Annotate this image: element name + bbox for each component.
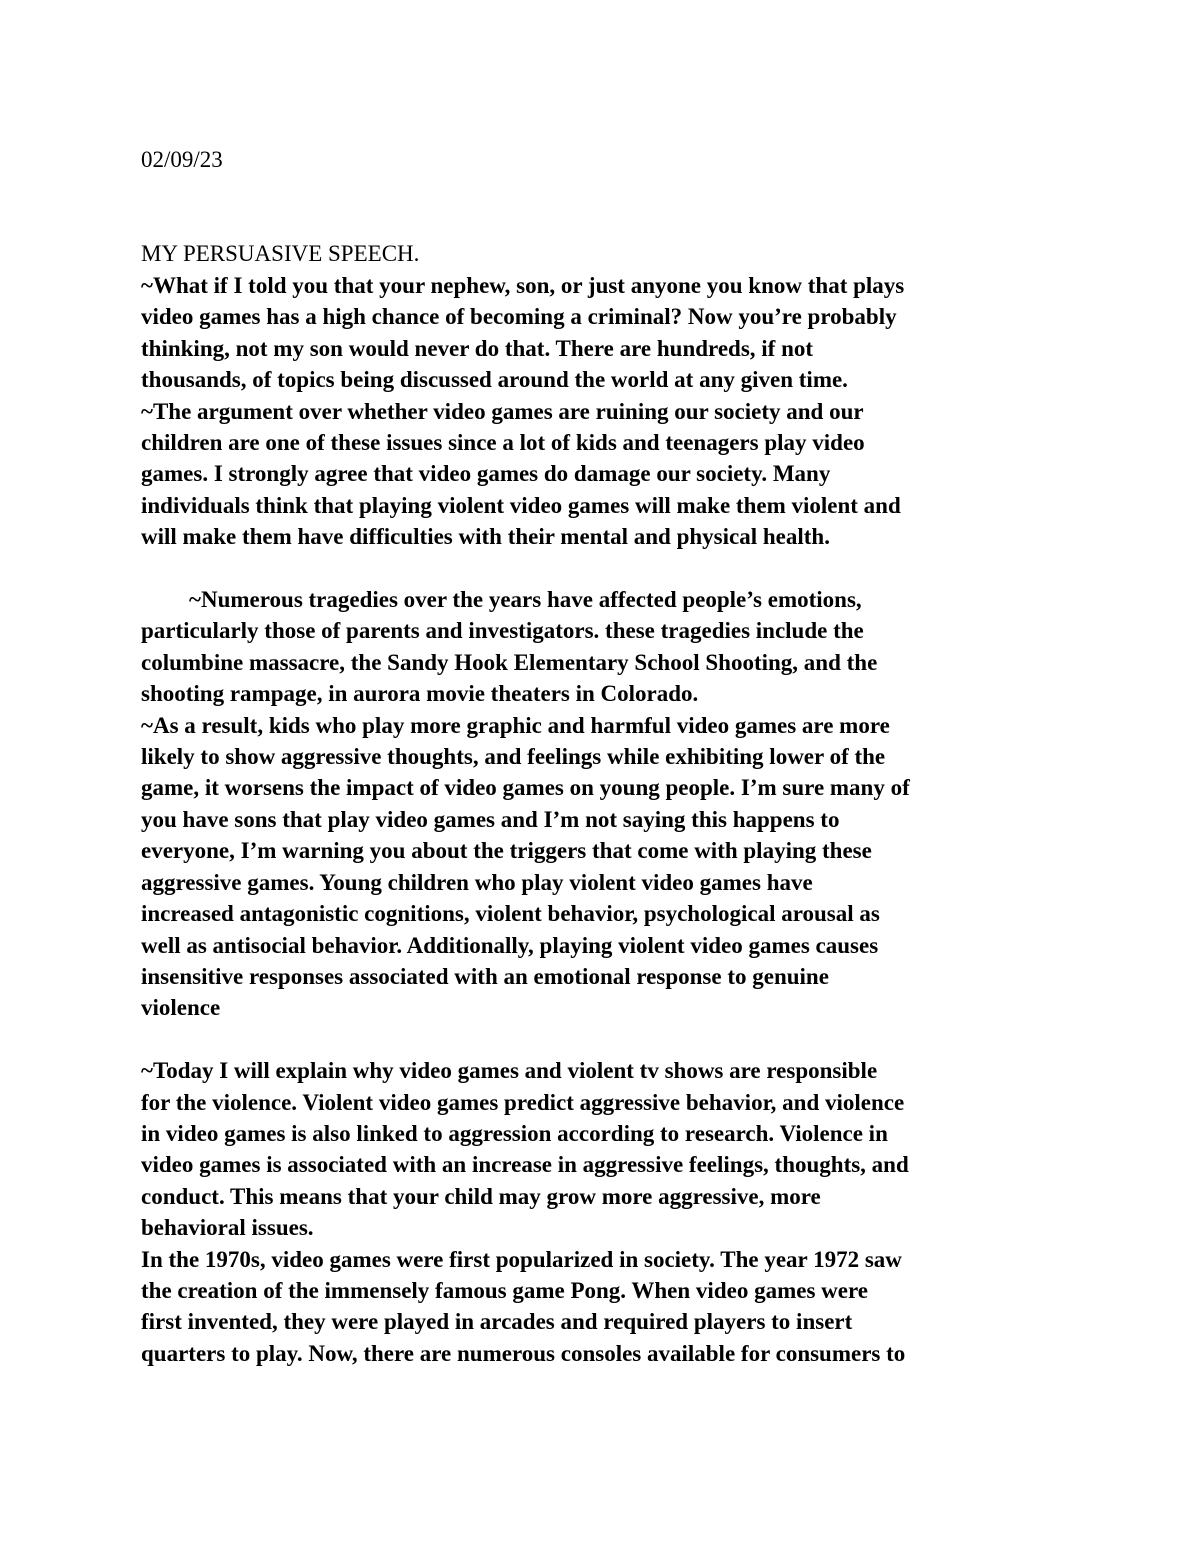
body-line: for the violence. Violent video games predict aggressive behavior, and violence [141,1089,905,1115]
document-body [141,270,1081,1369]
body-line: the creation of the immensely famous game Pong. When video games were [141,1277,868,1303]
body-line: video games is associated with an increase in aggressive feelings, thoughts, and [141,1152,909,1178]
body-line: you have sons that play video games and I’m not saying this happens to [141,806,840,832]
body-line: will make them have difficulties with their mental and physical health. [141,524,830,550]
body-line: thinking, not my son would never do that. There are hundreds, if not [141,335,814,361]
body-line: aggressive games. Young children who play violent video games have [141,869,813,895]
body-line: ~What if I told you that your nephew, son, or just anyone you know that plays [141,273,905,298]
document-date: 02/09/23 [141,147,223,172]
body-line: violence [141,995,221,1021]
body-line: behavioral issues. [141,1215,314,1241]
body-line: In the 1970s, video games were first popularized in society. The year 1972 saw [141,1246,902,1272]
body-line: likely to show aggressive thoughts, and feelings while exhibiting lower of the [141,744,886,770]
body-line: individuals think that playing violent video games will make them violent and [141,492,901,518]
body-line: insensitive responses associated with an emotional response to genuine [141,963,829,989]
body-line: columbine massacre, the Sandy Hook Elementary School Shooting, and the [141,649,878,675]
body-line: well as antisocial behavior. Additionally, playing violent video games causes [141,932,879,958]
body-line: ~Numerous tragedies over the years have affected people’s emotions, [189,587,862,613]
body-line: ~As a result, kids who play more graphic and harmful video games are more [141,712,890,738]
body-line: shooting rampage, in aurora movie theaters in Colorado. [141,681,699,707]
paragraph-gap [141,1024,1081,1055]
body-line: increased antagonistic cognitions, violent behavior, psychological arousal as [141,901,880,927]
body-line: quarters to play. Now, there are numerous consoles available for consumers to [141,1340,906,1366]
body-line: ~Today I will explain why video games and violent tv shows are responsible [141,1058,878,1084]
body-line: in video games is also linked to aggression according to research. Violence in [141,1120,888,1146]
document-title: MY PERSUASIVE SPEECH. [141,241,420,266]
body-line: first invented, they were played in arcades and required players to insert [141,1309,853,1335]
body-line: particularly those of parents and investigators. these tragedies include the [141,618,864,644]
body-line: conduct. This means that your child may grow more aggressive, more [141,1183,821,1209]
body-line: game, it worsens the impact of video games on young people. I’m sure many of [141,775,910,801]
body-line: games. I strongly agree that video games do damage our society. Many [141,461,831,487]
body-line: children are one of these issues since a lot of kids and teenagers play video [141,430,865,456]
paragraph-gap [141,553,1081,584]
body-line: everyone, I’m warning you about the triggers that come with playing these [141,838,872,864]
body-line: video games has a high chance of becoming a criminal? Now you’re probably [141,304,897,330]
body-line: thousands, of topics being discussed around the world at any given time. [141,367,848,393]
body-line: ~The argument over whether video games are ruining our society and our [141,398,864,424]
